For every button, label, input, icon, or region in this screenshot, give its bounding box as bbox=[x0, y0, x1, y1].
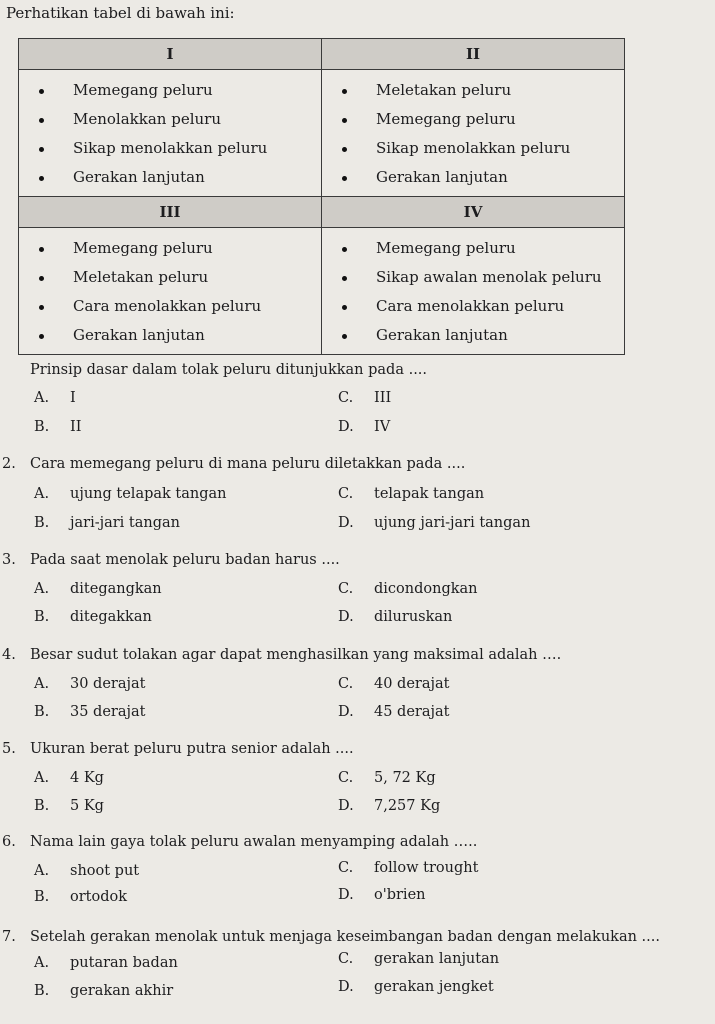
q1-option-c[interactable] bbox=[338, 390, 391, 406]
question-number: 2. bbox=[2, 456, 16, 472]
question-number: 5. bbox=[2, 741, 16, 757]
option-letter: C. bbox=[338, 860, 354, 876]
option-letter: A. bbox=[34, 390, 50, 406]
option-letter: B. bbox=[34, 889, 50, 905]
option-text: diluruskan bbox=[374, 609, 453, 625]
option-letter: D. bbox=[338, 798, 354, 814]
list-item: Sikap menolakkan peluru bbox=[322, 134, 624, 163]
option-text: ujung telapak tangan bbox=[70, 486, 227, 502]
option-d[interactable] bbox=[338, 609, 452, 625]
option-letter: B. bbox=[34, 609, 50, 625]
option-a[interactable] bbox=[34, 770, 104, 786]
option-a[interactable] bbox=[34, 863, 139, 879]
option-text: follow trought bbox=[374, 860, 479, 876]
q1-option-b[interactable] bbox=[34, 419, 81, 435]
option-text: ujung jari-jari tangan bbox=[374, 515, 531, 531]
option-text: putaran badan bbox=[70, 955, 178, 971]
option-c[interactable] bbox=[338, 676, 449, 692]
q1-option-a[interactable] bbox=[34, 390, 76, 406]
option-text: 4 Kg bbox=[70, 770, 104, 786]
option-letter: C. bbox=[338, 581, 354, 597]
table-header-iii: III bbox=[19, 197, 322, 228]
option-d[interactable] bbox=[338, 515, 530, 531]
question-text: Ukuran berat peluru putra senior adalah .... bbox=[30, 741, 354, 757]
q1-option-d[interactable] bbox=[338, 419, 390, 435]
option-text: jari-jari tangan bbox=[70, 515, 181, 531]
question-text: Besar sudut tolakan agar dapat menghasilkan yang maksimal adalah …. bbox=[30, 647, 562, 663]
option-a[interactable] bbox=[34, 486, 227, 502]
question-1-text: Prinsip dasar dalam tolak peluru ditunjukkan pada .... bbox=[30, 362, 428, 378]
question-text: Pada saat menolak peluru badan harus .... bbox=[30, 552, 340, 568]
table-header-i: I bbox=[19, 39, 322, 70]
option-text: dicondongkan bbox=[374, 581, 478, 597]
option-letter: C. bbox=[338, 770, 354, 786]
option-a[interactable] bbox=[34, 581, 162, 597]
option-c[interactable] bbox=[338, 486, 484, 502]
option-letter: C. bbox=[338, 676, 354, 692]
table-cell-iv bbox=[322, 228, 625, 355]
option-b[interactable] bbox=[34, 983, 173, 999]
option-letter: A. bbox=[34, 863, 50, 879]
option-letter: C. bbox=[338, 486, 354, 502]
list-item: Meletakan peluru bbox=[19, 263, 321, 292]
question-number: 7. bbox=[2, 929, 16, 945]
option-c[interactable] bbox=[338, 860, 478, 876]
list-item: Gerakan lanjutan bbox=[19, 321, 321, 350]
question-text: Cara memegang peluru di mana peluru diletakkan pada .... bbox=[30, 456, 466, 472]
option-letter: A. bbox=[34, 770, 50, 786]
comparison-table bbox=[18, 38, 625, 355]
option-d[interactable] bbox=[338, 887, 426, 903]
option-text: 40 derajat bbox=[374, 676, 450, 692]
list-item: Memegang peluru bbox=[322, 105, 624, 134]
option-d[interactable] bbox=[338, 704, 449, 720]
option-letter: A. bbox=[34, 581, 50, 597]
option-a[interactable] bbox=[34, 676, 145, 692]
option-text: II bbox=[70, 419, 82, 435]
list-item: Memegang peluru bbox=[322, 234, 624, 263]
list-item: Gerakan lanjutan bbox=[19, 163, 321, 192]
table-header-iv: IV bbox=[322, 197, 625, 228]
option-text: III bbox=[374, 390, 392, 406]
option-letter: D. bbox=[338, 704, 354, 720]
option-letter: A. bbox=[34, 486, 50, 502]
instruction-text: Perhatikan tabel di bawah ini: bbox=[6, 4, 235, 22]
option-text: IV bbox=[374, 419, 391, 435]
question-number: 4. bbox=[2, 647, 16, 663]
option-text: 35 derajat bbox=[70, 704, 146, 720]
option-letter: A. bbox=[34, 676, 50, 692]
option-b[interactable] bbox=[34, 704, 145, 720]
option-c[interactable] bbox=[338, 770, 436, 786]
list-item: Memegang peluru bbox=[19, 76, 321, 105]
option-b[interactable] bbox=[34, 609, 152, 625]
option-text: ditegakkan bbox=[70, 609, 152, 625]
option-letter: B. bbox=[34, 515, 50, 531]
option-text: gerakan jengket bbox=[374, 979, 494, 995]
list-item: Cara menolakkan peluru bbox=[322, 292, 624, 321]
list-item: Menolakkan peluru bbox=[19, 105, 321, 134]
table-cell-i bbox=[19, 70, 322, 197]
question-text: Nama lain gaya tolak peluru awalan menyamping adalah ….. bbox=[30, 834, 478, 850]
option-c[interactable] bbox=[338, 951, 499, 967]
list-item: Sikap awalan menolak peluru bbox=[322, 263, 624, 292]
list-item: Meletakan peluru bbox=[322, 76, 624, 105]
option-letter: B. bbox=[34, 983, 50, 999]
option-b[interactable] bbox=[34, 515, 180, 531]
option-letter: A. bbox=[34, 955, 50, 971]
question-text: Setelah gerakan menolak untuk menjaga keseimbangan badan dengan melakukan .... bbox=[30, 929, 660, 945]
option-text: 7,257 Kg bbox=[374, 798, 441, 814]
option-letter: B. bbox=[34, 798, 50, 814]
option-text: telapak tangan bbox=[374, 486, 485, 502]
table-cell-iii bbox=[19, 228, 322, 355]
option-d[interactable] bbox=[338, 798, 440, 814]
option-a[interactable] bbox=[34, 955, 178, 971]
option-text: 45 derajat bbox=[374, 704, 450, 720]
table-header-ii: II bbox=[322, 39, 625, 70]
option-letter: D. bbox=[338, 419, 354, 435]
option-text: 5 Kg bbox=[70, 798, 104, 814]
list-item: Gerakan lanjutan bbox=[322, 321, 624, 350]
question-number: 3. bbox=[2, 552, 16, 568]
list-item: Sikap menolakkan peluru bbox=[19, 134, 321, 163]
option-text: o'brien bbox=[374, 887, 426, 903]
list-item: Memegang peluru bbox=[19, 234, 321, 263]
list-item: Gerakan lanjutan bbox=[322, 163, 624, 192]
option-letter: C. bbox=[338, 390, 354, 406]
option-letter: B. bbox=[34, 704, 50, 720]
question-number: 6. bbox=[2, 834, 16, 850]
option-text: shoot put bbox=[70, 863, 140, 879]
list-item: Cara menolakkan peluru bbox=[19, 292, 321, 321]
table-cell-ii bbox=[322, 70, 625, 197]
option-letter: B. bbox=[34, 419, 50, 435]
option-text: ortodok bbox=[70, 889, 128, 905]
option-text: gerakan lanjutan bbox=[374, 951, 500, 967]
option-text: gerakan akhir bbox=[70, 983, 174, 999]
option-b[interactable] bbox=[34, 889, 127, 905]
option-letter: C. bbox=[338, 951, 354, 967]
option-d[interactable] bbox=[338, 979, 494, 995]
option-letter: D. bbox=[338, 515, 354, 531]
option-letter: D. bbox=[338, 609, 354, 625]
option-letter: D. bbox=[338, 979, 354, 995]
option-text: ditegangkan bbox=[70, 581, 162, 597]
option-text: 30 derajat bbox=[70, 676, 146, 692]
option-b[interactable] bbox=[34, 798, 104, 814]
option-text: 5, 72 Kg bbox=[374, 770, 436, 786]
option-c[interactable] bbox=[338, 581, 478, 597]
option-letter: D. bbox=[338, 887, 354, 903]
option-text: I bbox=[70, 390, 76, 406]
